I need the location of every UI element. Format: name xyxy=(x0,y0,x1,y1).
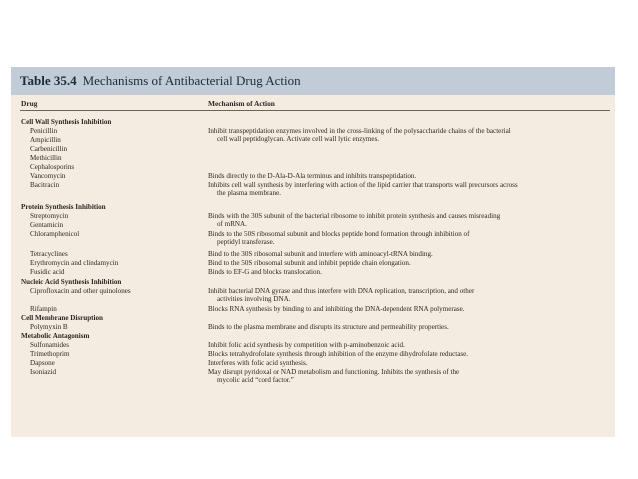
mechanism-cell xyxy=(208,250,608,258)
drug-section-cell-wall: Cell Wall Synthesis Inhibition xyxy=(21,118,112,126)
column-header-mechanism: Mechanism of Action xyxy=(208,99,275,108)
table-number: Table 35.4 xyxy=(20,73,77,88)
mechanism-cell xyxy=(208,368,608,384)
drug-row: Sulfonamides xyxy=(30,341,70,349)
column-header-drug: Drug xyxy=(21,99,38,108)
mechanism-line: mycolic acid “cord factor.” xyxy=(217,376,294,385)
table-title-text: Mechanisms of Antibacterial Drug Action xyxy=(82,73,301,88)
mechanism-cell xyxy=(208,323,608,331)
mechanism-line: cell wall peptidoglycan. Activate cell wall lytic enzymes. xyxy=(217,135,380,144)
header-rule xyxy=(20,110,610,111)
mechanism-line: Binds with the 30S subunit of the bacterial ribosome to inhibit protein synthesis and causes misreading xyxy=(208,212,501,220)
mechanism-cell xyxy=(208,341,608,349)
drug-row: Trimethoprim xyxy=(30,350,70,358)
drug-row: Polymyxin B xyxy=(30,323,68,331)
drug-row: Bacitracin xyxy=(30,181,60,189)
mechanism-cell xyxy=(208,172,608,180)
drug-row: Penicillin xyxy=(30,127,58,135)
mechanism-cell xyxy=(208,181,608,197)
drug-row: Methicillin xyxy=(30,154,62,162)
mechanism-line: Binds to EF-G and blocks translocation. xyxy=(208,268,322,276)
mechanism-line: Bind to the 30S ribosomal subunit and interfere with aminoacyl-tRNA binding. xyxy=(208,250,433,258)
mechanism-cell xyxy=(208,287,608,303)
table-figure xyxy=(11,67,615,437)
mechanism-line: Inhibit bacterial DNA gyrase and thus interfere with DNA replication, transcription, and other xyxy=(208,287,475,295)
drug-section-membrane: Cell Membrane Disruption xyxy=(21,314,103,322)
drug-section-metabolic: Metabolic Antagonism xyxy=(21,332,90,340)
mechanism-line: Binds directly to the D-Ala-D-Ala terminus and inhibits transpeptidation. xyxy=(208,172,417,180)
mechanism-cell xyxy=(208,212,608,228)
mechanism-cell xyxy=(208,127,608,143)
mechanism-line: Inhibit transpeptidation enzymes involved in the cross-linking of the polysaccharide chains of the bacterial xyxy=(208,127,511,135)
drug-section-nucleic-acid: Nucleic Acid Synthesis Inhibition xyxy=(21,278,122,286)
mechanism-line: Blocks RNA synthesis by binding to and inhibiting the DNA-dependent RNA polymerase. xyxy=(208,305,465,313)
drug-row: Rifampin xyxy=(30,305,57,313)
mechanism-line: Inhibit folic acid synthesis by competition with p-aminobenzoic acid. xyxy=(208,341,405,349)
drug-row: Dapsone xyxy=(30,359,55,367)
drug-row: Gentamicin xyxy=(30,221,64,229)
mechanism-cell xyxy=(208,259,608,267)
mechanism-cell xyxy=(208,350,608,358)
mechanism-line: of mRNA. xyxy=(217,220,247,229)
drug-row: Cephalosporins xyxy=(30,163,75,171)
table-title-bar xyxy=(11,67,615,95)
drug-row: Vancomycin xyxy=(30,172,66,180)
mechanism-line: May disrupt pyridoxal or NAD metabolism and functioning. Inhibits the synthesis of the xyxy=(208,368,460,376)
mechanism-line: peptidyl transferase. xyxy=(217,238,275,247)
drug-row: Carbenicillin xyxy=(30,145,68,153)
mechanism-line: Blocks tetrahydrofolate synthesis through inhibition of the enzyme dihydrofolate reductase. xyxy=(208,350,469,358)
drug-row: Ciprofloxacin and other quinolones xyxy=(30,287,131,295)
drug-row: Isoniazid xyxy=(30,368,57,376)
mechanism-line: Inhibits cell wall synthesis by interfering with action of the lipid carrier that transports wall precursors across xyxy=(208,181,518,189)
mechanism-line: the plasma membrane. xyxy=(217,189,282,198)
table-title xyxy=(20,73,301,89)
drug-row: Streptomycin xyxy=(30,212,69,220)
mechanism-line: Binds to the 50S ribosomal subunit and blocks peptide bond formation through inhibition of xyxy=(208,230,470,238)
mechanism-line: Binds to the plasma membrane and disrupts its structure and permeability properties. xyxy=(208,323,449,331)
drug-row: Ampicillin xyxy=(30,136,61,144)
mechanism-cell xyxy=(208,305,608,313)
drug-row: Tetracyclines xyxy=(30,250,68,258)
drug-row: Chloramphenicol xyxy=(30,230,80,238)
mechanism-line: activities involving DNA. xyxy=(217,295,291,304)
mechanism-line: Interferes with folic acid synthesis. xyxy=(208,359,308,367)
mechanism-cell xyxy=(208,230,608,246)
mechanism-cell xyxy=(208,268,608,276)
mechanism-cell xyxy=(208,359,608,367)
mechanism-line: Bind to the 50S ribosomal subunit and inhibit peptide chain elongation. xyxy=(208,259,411,267)
drug-row: Fusidic acid xyxy=(30,268,65,276)
drug-row: Erythromycin and clindamycin xyxy=(30,259,119,267)
drug-section-protein: Protein Synthesis Inhibition xyxy=(21,203,106,211)
